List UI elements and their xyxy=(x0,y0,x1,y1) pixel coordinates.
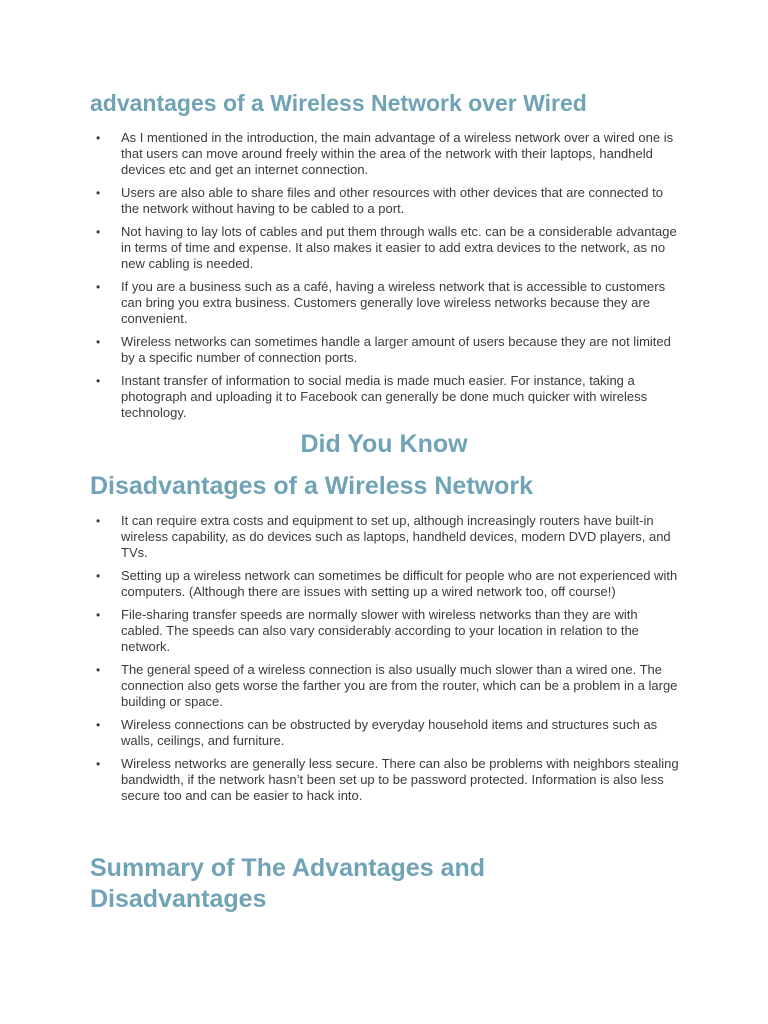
list-item-text: Wireless networks can sometimes handle a larger amount of users because they are not limited by a specific number of connection ports. xyxy=(121,334,671,365)
summary-heading: Summary of The Advantages and Disadvantages xyxy=(90,854,485,913)
list-item-text: If you are a business such as a café, having a wireless network that is accessible to customers can bring you extra business. Customers generally love wireless networks because they are convenient. xyxy=(121,279,666,326)
list-item-text: Not having to lay lots of cables and put them through walls etc. can be a considerable advantage in terms of time and expense. It also makes it easier to add extra devices to the network, as no new cabling is needed. xyxy=(121,224,677,271)
list-item xyxy=(90,513,680,561)
bullet-icon: • xyxy=(96,225,101,239)
list-item xyxy=(90,279,680,327)
list-item-text: Setting up a wireless network can sometimes be difficult for people who are not experienced with computers. (Although there are issues with setting up a wired network too, off course!) xyxy=(121,568,678,599)
disadvantages-list xyxy=(90,513,680,811)
list-item-text: File-sharing transfer speeds are normally slower with wireless networks than they are with cabled. The speeds can also vary considerably according to your location in relation to the network. xyxy=(121,607,639,654)
list-item-text: As I mentioned in the introduction, the main advantage of a wireless network over a wired one is that users can move around freely within the area of the network with their laptops, handheld devices etc and get an internet connection. xyxy=(121,130,674,177)
list-item-text: Wireless connections can be obstructed by everyday household items and structures such as walls, ceilings, and furniture. xyxy=(121,717,658,748)
list-item xyxy=(90,334,680,366)
advantages-list xyxy=(90,130,680,428)
list-item xyxy=(90,568,680,600)
list-item xyxy=(90,130,680,178)
list-item xyxy=(90,756,680,804)
bullet-icon: • xyxy=(96,280,101,294)
list-item xyxy=(90,662,680,710)
list-item-text: Instant transfer of information to social media is made much easier. For instance, taking a photograph and uploading it to Facebook can generally be done much quicker with wireless technology. xyxy=(121,373,648,420)
bullet-icon: • xyxy=(96,608,101,622)
bullet-icon: • xyxy=(96,374,101,388)
list-item xyxy=(90,373,680,421)
advantages-heading: advantages of a Wireless Network over Wired xyxy=(90,90,587,116)
bullet-icon: • xyxy=(96,757,101,771)
list-item-text: The general speed of a wireless connection is also usually much slower than a wired one. The connection also gets worse the farther you are from the router, which can be a problem in a large building or space. xyxy=(121,662,678,709)
bullet-icon: • xyxy=(96,186,101,200)
list-item-text: Users are also able to share files and other resources with other devices that are connected to the network without having to be cabled to a port. xyxy=(121,185,663,216)
bullet-icon: • xyxy=(96,663,101,677)
bullet-icon: • xyxy=(96,335,101,349)
disadvantages-heading: Disadvantages of a Wireless Network xyxy=(90,472,533,500)
bullet-icon: • xyxy=(96,514,101,528)
list-item xyxy=(90,224,680,272)
did-you-know-heading: Did You Know xyxy=(300,430,468,458)
bullet-icon: • xyxy=(96,569,101,583)
list-item-text: Wireless networks are generally less secure. There can also be problems with neighbors stealing bandwidth, if the network hasn’t been set up to be password protected. Information is also less secure too and can be easier to hack into. xyxy=(121,756,679,803)
bullet-icon: • xyxy=(96,718,101,732)
list-item-text: It can require extra costs and equipment to set up, although increasingly routers have built-in wireless capability, as do devices such as laptops, handheld devices, modern DVD players, and TVs. xyxy=(121,513,671,560)
bullet-icon: • xyxy=(96,131,101,145)
list-item xyxy=(90,607,680,655)
list-item xyxy=(90,185,680,217)
list-item xyxy=(90,717,680,749)
